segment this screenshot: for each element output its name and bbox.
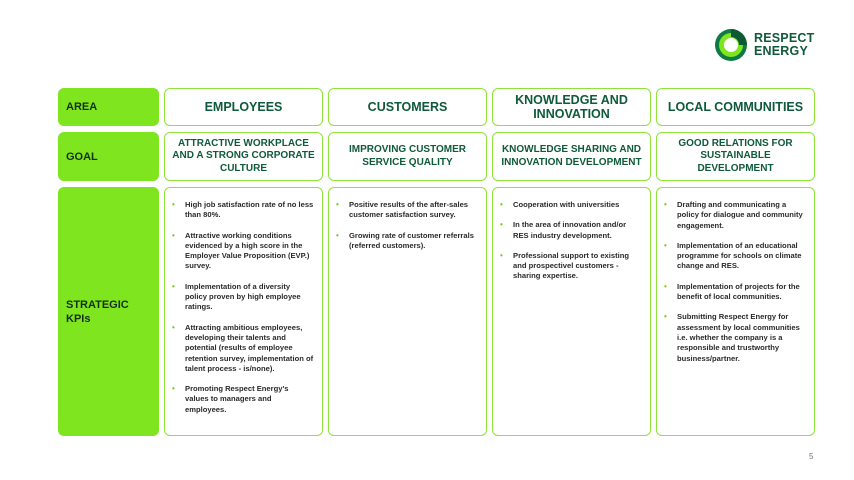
- kpi-item: [663, 312, 806, 363]
- bullet-icon: •: [664, 240, 667, 250]
- kpi-text: Implementation of a diversity policy proven by high employee ratings.: [185, 281, 301, 312]
- kpi-list: [335, 200, 478, 251]
- logo-line-1: RESPECT: [754, 31, 815, 45]
- kpi-item: [171, 384, 314, 415]
- kpi-item: [335, 231, 478, 252]
- goal-knowledge: KNOWLEDGE SHARING AND INNOVATION DEVELOPMENT: [492, 132, 651, 181]
- area-customers: CUSTOMERS: [328, 88, 487, 126]
- kpi-item: [663, 282, 806, 303]
- bullet-icon: •: [664, 281, 667, 291]
- bullet-icon: •: [172, 230, 175, 240]
- goal-customers: IMPROVING CUSTOMER SERVICE QUALITY: [328, 132, 487, 181]
- kpi-text: Implementation of an educational programme for schools on climate change and RES.: [677, 240, 802, 271]
- kpi-text: Drafting and communicating a policy for dialogue and community engagement.: [677, 200, 803, 230]
- company-logo: [714, 27, 824, 63]
- bullet-icon: •: [500, 220, 503, 230]
- kpi-list: [499, 200, 642, 282]
- kpis-customers: [328, 187, 487, 436]
- kpi-row-label: [58, 187, 159, 436]
- kpi-list: [171, 200, 314, 415]
- kpi-item: [171, 200, 314, 221]
- kpi-item: [171, 282, 314, 313]
- kpis-communities: [656, 187, 815, 436]
- kpi-text: Cooperation with universities: [513, 200, 620, 209]
- goal-communities: GOOD RELATIONS FOR SUSTAINABLE DEVELOPMENT: [656, 132, 815, 181]
- area-row: [58, 88, 816, 126]
- kpi-text: Professional support to existing and prospectivel customers - sharing expertise.: [513, 250, 630, 281]
- bullet-icon: •: [664, 312, 667, 322]
- kpi-text: Growing rate of customer referrals (referred customers).: [349, 230, 474, 250]
- goal-employees: ATTRACTIVE WORKPLACE AND A STRONG CORPORATE CULTURE: [164, 132, 323, 181]
- kpi-text: In the area of innovation and/or RES industry development.: [513, 220, 627, 240]
- kpi-item: [499, 220, 642, 241]
- goal-row-label: GOAL: [58, 132, 159, 181]
- kpi-item: [171, 231, 314, 272]
- area-row-label: AREA: [58, 88, 159, 126]
- logo-wordmark: [754, 32, 814, 58]
- bullet-icon: •: [172, 322, 175, 332]
- kpi-row: [58, 187, 816, 436]
- kpi-text: Promoting Respect Energy's values to managers and employees.: [185, 384, 289, 414]
- kpi-item: [335, 200, 478, 221]
- bullet-icon: •: [172, 384, 175, 394]
- bullet-icon: •: [172, 200, 175, 209]
- page-number: 5: [809, 452, 814, 461]
- kpi-text: High job satisfaction rate of no less than 80%.: [185, 200, 314, 220]
- kpi-item: [499, 251, 642, 282]
- kpi-text: Attracting ambitious employees, developing their talents and potential (results of employee retention survey, implementation of talent process - is/none).: [185, 322, 314, 373]
- kpi-table: [58, 88, 816, 442]
- kpi-item: [663, 200, 806, 231]
- logo-line-2: ENERGY: [754, 44, 808, 58]
- bullet-icon: •: [336, 230, 339, 240]
- respect-energy-logo-icon: [714, 28, 748, 62]
- kpi-text: Attractive working conditions evidenced by a high score in the Employer Value Proposition (EVP.) survey.: [185, 230, 310, 271]
- bullet-icon: •: [500, 200, 503, 209]
- kpi-text: Submitting Respect Energy for assessment by local communities i.e. whether the company is a responsible and trustworthy business/partner.: [677, 312, 800, 363]
- kpi-list: [663, 200, 806, 364]
- bullet-icon: •: [500, 250, 503, 260]
- bullet-icon: •: [336, 200, 339, 209]
- kpi-item: [663, 241, 806, 272]
- kpi-label-line-1: STRATEGIC: [66, 298, 129, 311]
- kpi-item: [171, 323, 314, 374]
- area-employees: EMPLOYEES: [164, 88, 323, 126]
- kpi-text: Positive results of the after-sales customer satisfaction survey.: [349, 200, 469, 220]
- kpis-employees: [164, 187, 323, 436]
- bullet-icon: •: [172, 281, 175, 291]
- area-communities: LOCAL COMMUNITIES: [656, 88, 815, 126]
- kpi-text: Implementation of projects for the benefit of local communities.: [677, 281, 800, 302]
- kpi-label-line-2: KPIs: [66, 312, 91, 325]
- goal-row: [58, 132, 816, 181]
- kpi-item: [499, 200, 642, 210]
- bullet-icon: •: [664, 200, 667, 209]
- area-knowledge: KNOWLEDGE AND INNOVATION: [492, 88, 651, 126]
- kpis-knowledge: [492, 187, 651, 436]
